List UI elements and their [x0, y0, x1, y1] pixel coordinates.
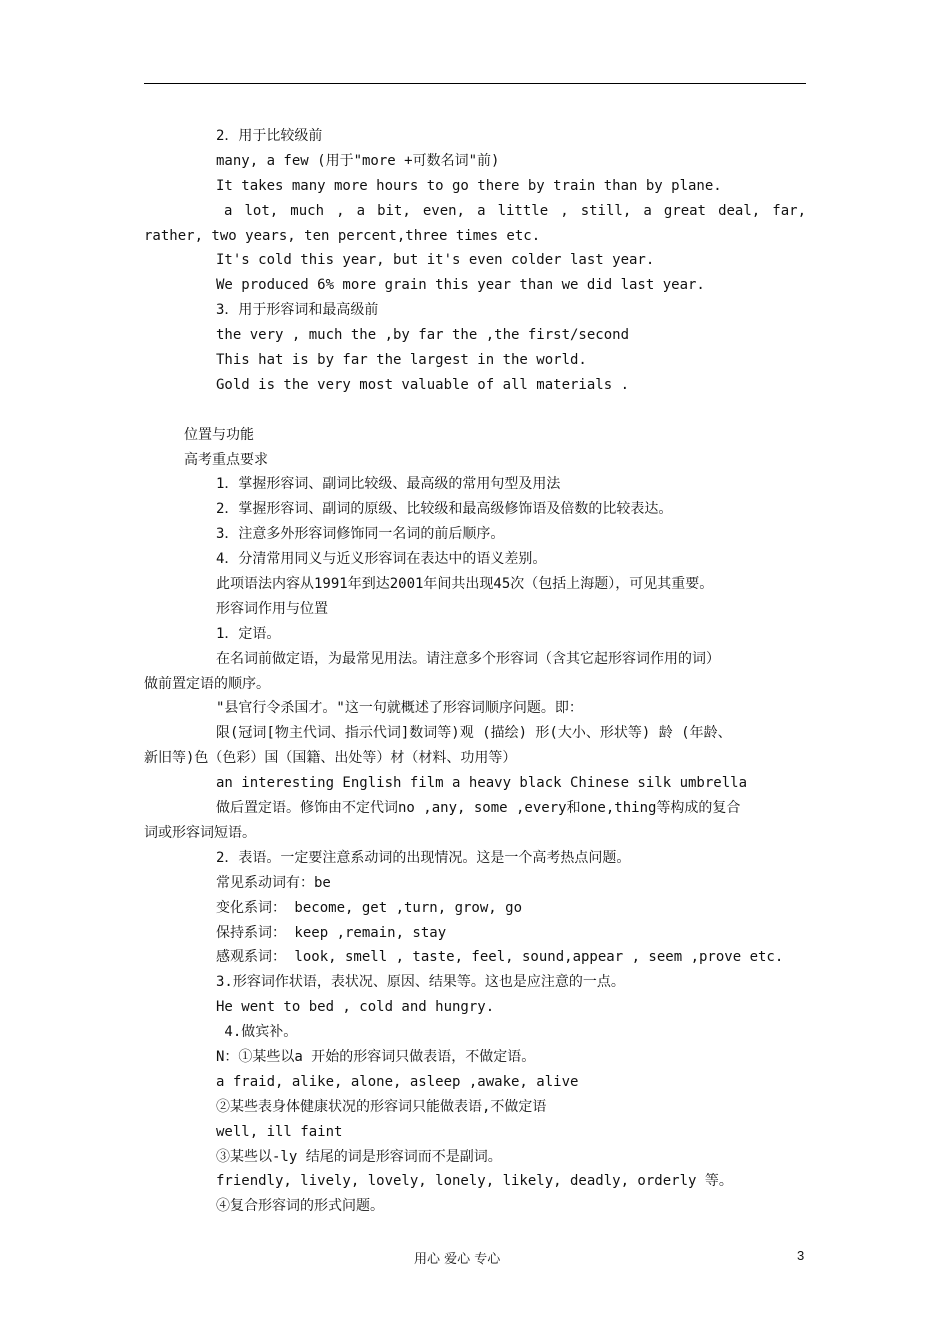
text-line: well, ill faint: [216, 1123, 343, 1140]
example-sentence: We produced 6% more grain this year than we did last year.: [216, 277, 705, 294]
example-sentence: This hat is by far the largest in the world.: [216, 352, 587, 369]
text-line: 词或形容词短语。: [144, 824, 256, 841]
example-sentence: It's cold this year, but it's even colder last year.: [216, 252, 655, 269]
modifier-word: still,: [580, 202, 632, 219]
modifier-word: far,: [772, 202, 806, 219]
page-footer: [0, 1248, 950, 1268]
spacer: [144, 398, 824, 423]
text-line: 变化系词： become, get ,turn, grow, go: [216, 899, 523, 916]
example-sentence: Gold is the very most valuable of all materials .: [216, 376, 630, 393]
note-line: ④复合形容词的形式问题。: [216, 1198, 384, 1215]
subsection-title: 高考重点要求: [184, 451, 268, 468]
item-heading: 4.做宾补。: [216, 1024, 298, 1041]
requirement-item: 1．掌握形容词、副词比较级、最高级的常用句型及用法: [216, 476, 561, 493]
note-line: ②某些表身体健康状况的形容词只能做表语,不做定语: [216, 1098, 547, 1115]
note-line: ③某些以-ly 结尾的词是形容词而不是副词。: [216, 1148, 502, 1165]
modifier-word: bit,: [377, 202, 411, 219]
section-heading-superlative: 3．用于形容词和最高级前: [216, 302, 379, 319]
modifier-word: ,: [560, 202, 569, 219]
subsection-title: 形容词作用与位置: [216, 600, 328, 617]
modifier-word: lot,: [244, 202, 279, 219]
item-heading: 3.形容词作状语，表状况、原因、结果等。这也是应注意的一点。: [216, 974, 625, 991]
requirement-item: 4．分清常用同义与近义形容词在表达中的语义差别。: [216, 551, 547, 568]
text-line: a fraid, alike, alone, asleep ,awake, alive: [216, 1073, 579, 1090]
page-body: [144, 124, 824, 1219]
text-line: 做后置定语。修饰由不定代词no ,any, some ,every和one,thing等构成的复合: [216, 800, 741, 817]
modifier-word: a: [356, 202, 365, 219]
modifier-word: even,: [422, 202, 465, 219]
example-sentence: He went to bed , cold and hungry.: [216, 999, 495, 1016]
modifier-word: great: [663, 202, 706, 219]
text-line: rather, two years, ten percent,three times etc.: [144, 227, 541, 244]
text-line: "县官行令杀国才。"这一句就概述了形容词顺序问题。即：: [216, 700, 583, 717]
modifier-word: much: [290, 202, 324, 219]
modifier-word: ,: [336, 202, 345, 219]
item-heading: 1．定语。: [216, 625, 281, 642]
requirement-item: 2．掌握形容词、副词的原级、比较级和最高级修饰语及倍数的比较表达。: [216, 501, 673, 518]
note-line: N：①某些以a 开始的形容词只做表语，不做定语。: [216, 1048, 536, 1065]
text-line: 限(冠词[物主代词、指示代词]数词等)观 (描绘) 形(大小、形状等) 龄 (年龄、: [216, 725, 732, 742]
section-heading-comparative: 2．用于比较级前: [216, 128, 323, 144]
text-line: 保持系词： keep ,remain, stay: [216, 924, 447, 941]
text-line: friendly, lively, lovely, lonely, likely, deadly, orderly 等。: [216, 1173, 733, 1190]
requirement-item: 3．注意多外形容词修饰同一名词的前后顺序。: [216, 526, 505, 543]
modifier-word: a: [477, 202, 486, 219]
text-line: the very , much the ,by far the ,the first/second: [216, 327, 630, 344]
modifier-word: a: [224, 202, 233, 219]
item-heading: 2．表语。一定要注意系动词的出现情况。这是一个高考热点问题。: [216, 849, 631, 866]
modifier-word: a: [643, 202, 652, 219]
section-title: 位置与功能: [184, 426, 254, 443]
text-line: 感观系词： look, smell , taste, feel, sound,appear , seem ,prove etc.: [216, 949, 784, 966]
text-line: many, a few (用于"more +可数名词"前): [216, 152, 500, 169]
footer-motto: 用心 爱心 专心: [414, 1252, 501, 1267]
text-line: 新旧等)色（色彩）国（国籍、出处等）材（材料、功用等）: [144, 750, 517, 767]
header-rule: [144, 83, 806, 84]
modifier-word-list: [144, 199, 806, 224]
page-number: 3: [797, 1248, 805, 1263]
example-sentence: It takes many more hours to go there by train than by plane.: [216, 177, 722, 194]
text-line: 此项语法内容从1991年到达2001年间共出现45次（包括上海题），可见其重要。: [216, 576, 714, 593]
example-sentence: an interesting English film a heavy black Chinese silk umbrella: [216, 775, 748, 792]
modifier-word: little: [497, 202, 549, 219]
text-line: 常见系动词有：be: [216, 874, 331, 891]
text-line: 在名词前做定语，为最常见用法。请注意多个形容词（含其它起形容词作用的词）: [216, 650, 720, 667]
text-line: 做前置定语的顺序。: [144, 675, 270, 692]
modifier-word: deal,: [718, 202, 761, 219]
